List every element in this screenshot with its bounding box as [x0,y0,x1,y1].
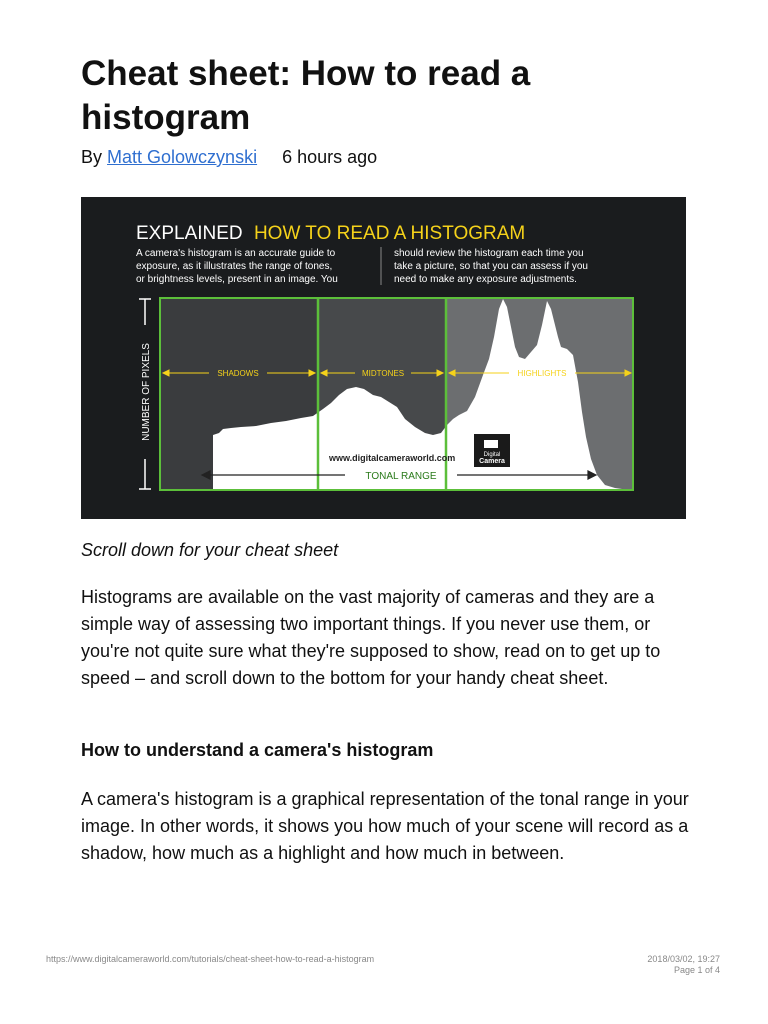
shadows-label: SHADOWS [217,369,259,378]
logo-line1: Digital [483,452,501,458]
intro-right-line: should review the histogram each time you [394,248,584,259]
infographic-heading [136,223,525,244]
intro-paragraph: Histograms are available on the vast majority of cameras and they are a simple way of assessing two important things. If you never use them, or you're not quite sure what they're supposed to show, read on to get up to speed – and scroll down to the bottom for your handy cheat sheet. [81,587,661,688]
intro-left [136,248,338,285]
author-link[interactable]: Matt Golowczynski [107,147,258,167]
heading-highlight: HOW TO READ A HISTOGRAM [253,223,526,244]
footer-page-number: Page 1 of 4 [673,965,720,975]
website-label: www.digitalcameraworld.com [329,453,456,463]
infographic-svg [81,197,686,519]
intro-left-line: or brightness levels, present in an image. You [136,274,338,285]
intro-left-line: A camera's histogram is an accurate guide to [136,248,336,259]
figure-caption: Scroll down for your cheat sheet [81,540,339,560]
body-paragraph: A camera's histogram is a graphical representation of the tonal range in your image. In other words, it shows you how much of your scene will record as a shadow, how much as a highlight and how much in between. [81,789,689,863]
footer-datetime: 2018/03/02, 19:27 [647,954,720,964]
intro-left-line: exposure, as it illustrates the range of tones, [136,261,333,272]
footer-meta [647,954,720,976]
histogram-infographic [81,197,686,519]
byline-prefix: By [81,147,103,167]
y-axis-label: NUMBER OF PIXELS [141,343,152,441]
camera-logo-icon [484,440,498,448]
section-heading: How to understand a camera's histogram [81,740,434,760]
highlights-label: HIGHLIGHTS [517,369,567,378]
publish-time: 6 hours ago [282,147,378,167]
midtones-label: MIDTONES [361,369,405,378]
heading-prefix: EXPLAINED [136,223,243,244]
intro-right-line: need to make any exposure adjustments. [394,274,577,285]
byline [81,146,377,168]
article-title: Cheat sheet: How to read a histogram [81,54,531,137]
intro-right [394,248,591,285]
footer-url: https://www.digitalcameraworld.com/tutorials/cheat-sheet-how-to-read-a-histogram [46,954,375,964]
tonal-range-label: TONAL RANGE [365,471,437,482]
logo-line2: Camera [479,458,505,465]
intro-right-line: take a picture, so that you can assess if you [394,261,588,272]
